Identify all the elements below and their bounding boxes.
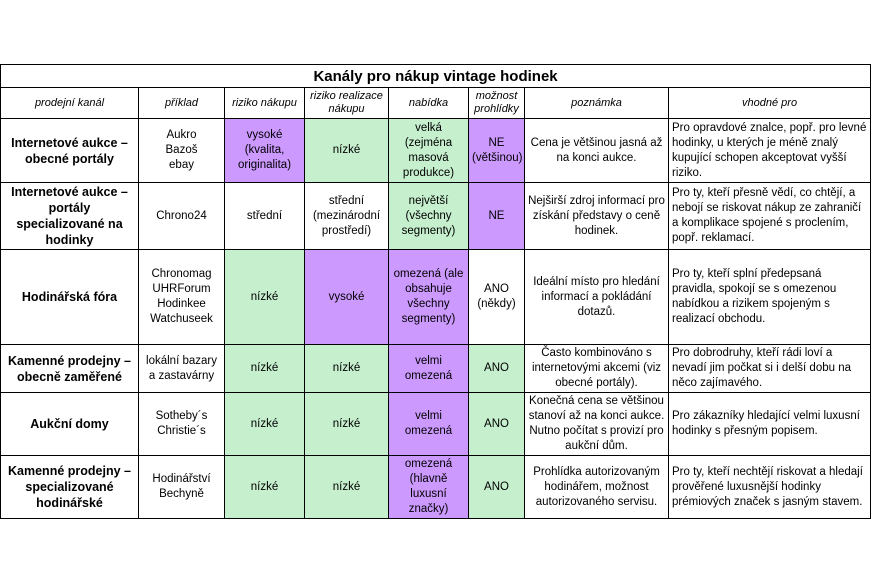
example-cell (139, 119, 225, 183)
example-line: Watchuseek (150, 313, 213, 325)
header-cell-inspection: možnost prohlídky (469, 88, 525, 119)
risk-realization-cell: nízké (305, 456, 389, 519)
table-container (0, 64, 871, 519)
inspection-cell: ANO (469, 393, 525, 456)
channel-cell: Kamenné prodejny – obecně zaměřené (1, 345, 139, 393)
table-row (1, 250, 871, 345)
risk-purchase-cell: střední (225, 183, 305, 250)
example-line: UHRForum (152, 283, 211, 295)
note-cell: Často kombinováno s internetovými akcemi (viz obecné portály). (525, 345, 669, 393)
inspection-cell: ANO (469, 456, 525, 519)
example-line: Aukro (166, 129, 197, 141)
note-cell: Cena je většinou jasná až na konci aukce. (525, 119, 669, 183)
table-row (1, 345, 871, 393)
channel-cell: Aukční domy (1, 393, 139, 456)
header-cell-suitable: vhodné pro (669, 88, 871, 119)
risk-purchase-cell: nízké (225, 456, 305, 519)
risk-realization-cell: nízké (305, 345, 389, 393)
table-row (1, 119, 871, 183)
header-row (1, 88, 871, 119)
example-line: Chronomag (151, 268, 212, 280)
risk-realization-cell: střední (mezinárodní prostředí) (305, 183, 389, 250)
suitable-cell: Pro ty, kteří nechtějí riskovat a hledají prověřené luxusnější hodinky prémiových značek s jasným stavem. (669, 456, 871, 519)
risk-purchase-cell: nízké (225, 250, 305, 345)
suitable-cell: Pro zákazníky hledající velmi luxusní hodinky s přesným popisem. (669, 393, 871, 456)
offer-cell: omezená (ale obsahuje všechny segmenty) (389, 250, 469, 345)
header-cell-example: příklad (139, 88, 225, 119)
note-cell: Konečná cena se většinou stanoví až na konci aukce. Nutno počítat s provizí pro aukční dům. (525, 393, 669, 456)
table-row (1, 393, 871, 456)
example-cell (139, 345, 225, 393)
offer-cell: omezená (hlavně luxusní značky) (389, 456, 469, 519)
example-line: Hodinářství Bechyně (152, 473, 211, 500)
example-line: lokální bazary a zastavárny (146, 354, 217, 382)
suitable-cell: Pro ty, kteří přesně vědí, co chtějí, a nebojí se riskovat nákup ze zahraničí a komplikace spojené s proclením, popř. reklamací. (669, 183, 871, 250)
inspection-cell: ANO (někdy) (469, 250, 525, 345)
header-cell-risk-realization: riziko realizace nákupu (305, 88, 389, 119)
channel-cell: Internetové aukce – portály specializované na hodinky (1, 183, 139, 250)
example-line: Chrono24 (156, 209, 207, 222)
risk-realization-cell: vysoké (305, 250, 389, 345)
risk-purchase-cell: nízké (225, 393, 305, 456)
example-line: Bazoš (165, 144, 198, 156)
example-line: Christie´s (157, 425, 206, 437)
example-cell (139, 250, 225, 345)
note-cell: Ideální místo pro hledání informací a pokládání dotazů. (525, 250, 669, 345)
table-row (1, 183, 871, 250)
channel-cell: Kamenné prodejny – specializované hodinářské (1, 456, 139, 519)
example-cell (139, 183, 225, 250)
suitable-cell: Pro ty, kteří splní předepsaná pravidla, spokojí se s omezenou nabídkou a rizikem spojeným s realizací obchodu. (669, 250, 871, 345)
inspection-cell: ANO (469, 345, 525, 393)
offer-cell: velmi omezená (389, 345, 469, 393)
offer-cell: největší (všechny segmenty) (389, 183, 469, 250)
channels-table (0, 64, 871, 519)
suitable-cell: Pro dobrodruhy, kteří rádi loví a nevadí jim počkat si i delší dobu na něco zajímavého. (669, 345, 871, 393)
header-cell-offer: nabídka (389, 88, 469, 119)
header-cell-note: poznámka (525, 88, 669, 119)
risk-purchase-cell: nízké (225, 345, 305, 393)
header-cell-risk-purchase: riziko nákupu (225, 88, 305, 119)
channel-cell: Internetové aukce – obecné portály (1, 119, 139, 183)
example-line: Sotheby´s (155, 410, 208, 422)
suitable-cell: Pro opravdové znalce, popř. pro levné hodinky, u kterých je méně znalý kupující schopen akceptovat vyšší riziko. (669, 119, 871, 183)
table-title: Kanály pro nákup vintage hodinek (1, 65, 871, 88)
offer-cell: velká (zejména masová produkce) (389, 119, 469, 183)
example-line: Hodinkee (157, 298, 206, 310)
note-cell: Nejširší zdroj informací pro získání představy o ceně hodinek. (525, 183, 669, 250)
example-cell (139, 393, 225, 456)
risk-realization-cell: nízké (305, 393, 389, 456)
example-line: ebay (169, 159, 194, 171)
header-cell-channel: prodejní kanál (1, 88, 139, 119)
note-cell: Prohlídka autorizovaným hodinářem, možnost autorizovaného servisu. (525, 456, 669, 519)
example-cell (139, 456, 225, 519)
table-row (1, 456, 871, 519)
channel-cell: Hodinářská fóra (1, 250, 139, 345)
risk-realization-cell: nízké (305, 119, 389, 183)
inspection-cell: NE (469, 183, 525, 250)
risk-purchase-cell: vysoké (kvalita, originalita) (225, 119, 305, 183)
inspection-cell: NE (většinou) (469, 119, 525, 183)
offer-cell: velmi omezená (389, 393, 469, 456)
